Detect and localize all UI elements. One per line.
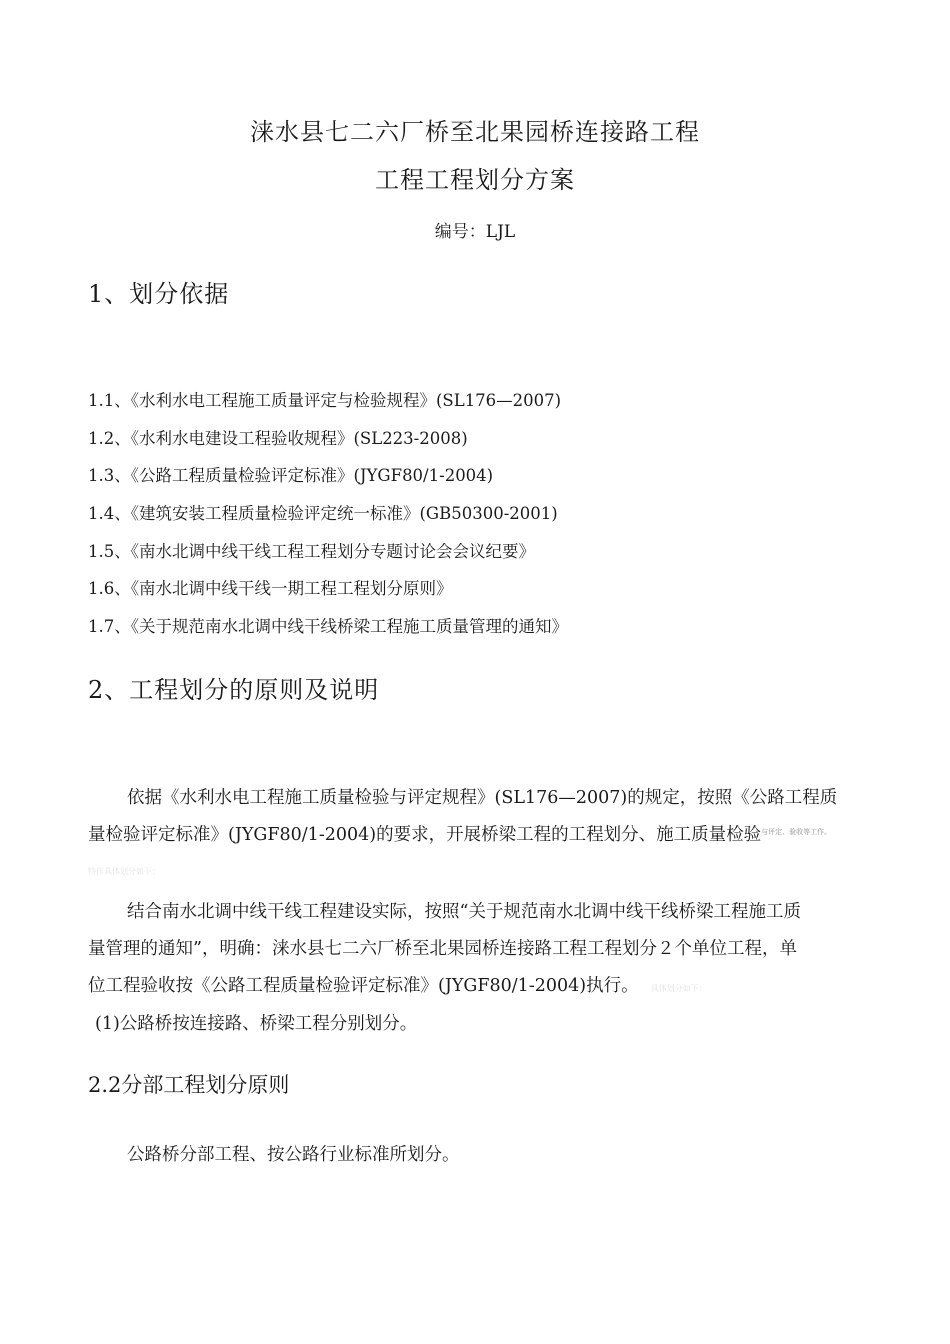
paragraph-line: 公路桥分部工程、按公路行业标准所划分。 [127,1145,460,1165]
reference-item: 1.7、《关于规范南水北调中线干线桥梁工程施工质量管理的通知》 [88,617,568,636]
paragraph-line: 量管理的通知”，明确：涞水县七二六厂桥至北果园桥连接路工程工程划分２个单位工程，单 [88,939,797,959]
section1-heading: 1、划分依据 [88,280,230,308]
reference-item: 1.6、《南水北调中线干线一期工程工程划分原则》 [88,579,453,598]
list-item: (1)公路桥按连接路、桥梁工程分别划分。 [95,1014,418,1034]
paragraph-line [88,821,831,846]
reference-item: 1.4、《建筑安装工程质量检验评定统一标准》(GB50300-2001) [88,504,558,523]
faint-text: 具体划分如下： [650,984,707,993]
paragraph-line [88,972,707,997]
reference-item: 1.1、《水利水电工程施工质量评定与检验规程》(SL176—2007) [88,391,562,410]
document-code: 编号：LJL [434,222,516,242]
reference-item: 1.3、《公路工程质量检验评定标准》(JYGF80/1-2004) [88,466,494,485]
paragraph-text: 量检验评定标准》(JYGF80/1-2004)的要求，开展桥梁工程的工程划分、施工质量检验 [88,825,762,845]
document-title-line1: 涞水县七二六厂桥至北果园桥连接路工程 [250,118,700,146]
paragraph-small-text: 与评定、验收等工作。 [761,828,832,836]
paragraph-line: 依据《水利水电工程施工质量检验与评定规程》(SL176—2007)的规定，按照《公路工程质 [127,788,838,808]
document-title-line2: 工程工程划分方案 [375,166,575,194]
section22-heading: 2.2分部工程划分原则 [88,1073,290,1097]
reference-item: 1.5、《南水北调中线干线工程工程划分专题讨论会会议纪要》 [88,542,535,561]
faint-text: 特作具体划分如下： [88,867,160,876]
paragraph-line: 结合南水北调中线干线工程建设实际，按照“关于规范南水北调中线干线桥梁工程施工质 [127,902,801,922]
section2-heading: 2、工程划分的原则及说明 [88,676,380,704]
reference-item: 1.2、《水利水电建设工程验收规程》(SL223-2008) [88,429,468,448]
paragraph-text: 位工程验收按《公路工程质量检验评定标准》(JYGF80/1-2004)执行。 [88,976,639,996]
